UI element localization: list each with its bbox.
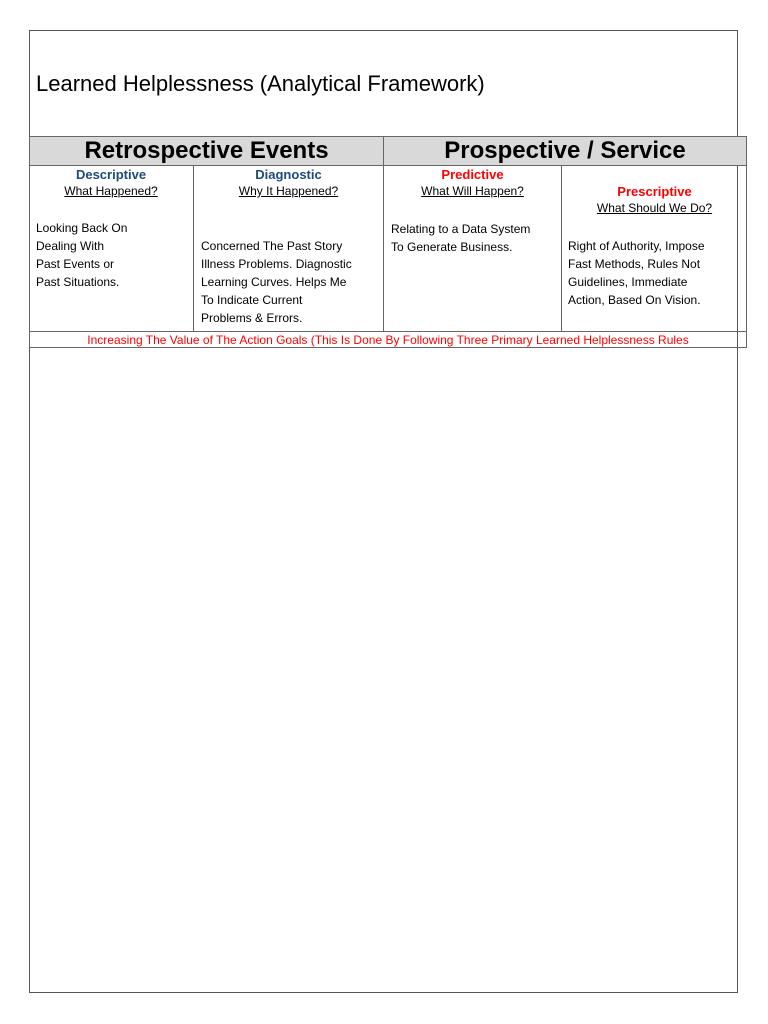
- prescriptive-column: [562, 167, 747, 331]
- predictive-heading: Predictive: [441, 167, 504, 182]
- prescriptive-heading: Prescriptive: [617, 184, 692, 199]
- diagnostic-column: [194, 167, 383, 331]
- prospective-band: Prospective / Service: [383, 136, 747, 166]
- predictive-question: What Will Happen?: [421, 184, 524, 198]
- document-title: Learned Helplessness (Analytical Framework): [36, 71, 485, 96]
- diagnostic-text: Concerned The Past Story Illness Problems. Diagnostic Learning Curves. Helps Me To Indicate Current Problems & Errors.: [201, 239, 352, 325]
- prescriptive-question: What Should We Do?: [596, 201, 713, 215]
- descriptive-question: What Happened?: [64, 184, 158, 198]
- retrospective-band: Retrospective Events: [29, 136, 384, 166]
- diagnostic-question: Why It Happened?: [238, 184, 339, 198]
- diagnostic-heading: Diagnostic: [255, 167, 322, 182]
- descriptive-heading: Descriptive: [75, 167, 147, 182]
- predictive-column: [384, 167, 561, 331]
- descriptive-text: Looking Back On Dealing With Past Events or Past Situations.: [36, 221, 128, 289]
- descriptive-column: [29, 167, 193, 331]
- footer-note: Increasing The Value of The Action Goals (This Is Done By Following Three Primary Learned Helplessness Rules: [87, 333, 689, 347]
- predictive-text: Relating to a Data System To Generate Business.: [391, 222, 531, 254]
- prescriptive-text: Right of Authority, Impose Fast Methods, Rules Not Guidelines, Immediate Action, Based On Vision.: [568, 239, 705, 307]
